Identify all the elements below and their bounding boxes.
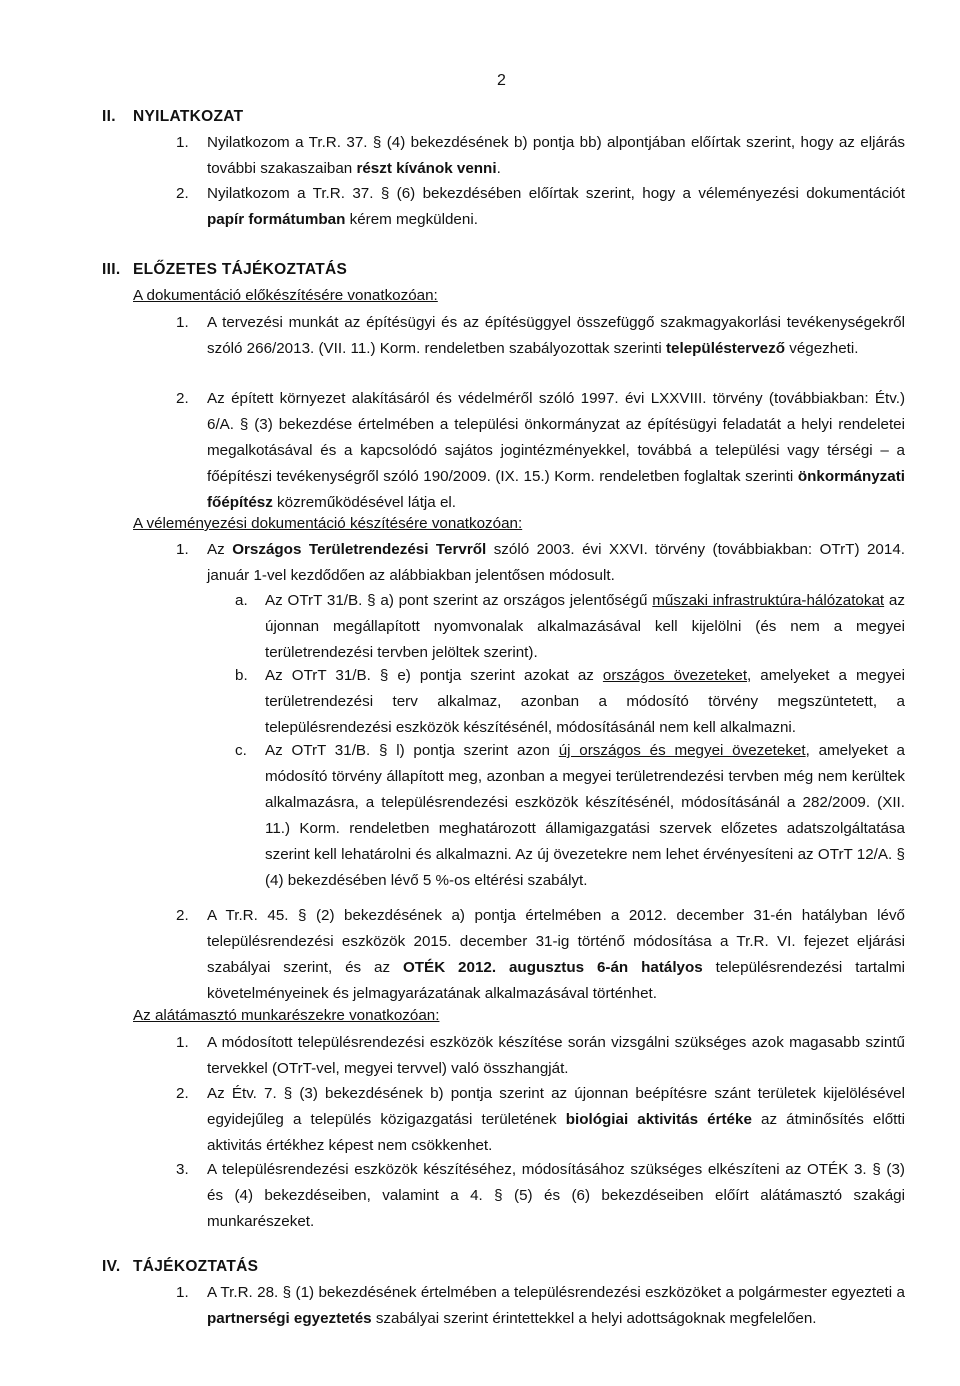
- paragraph: [207, 1081, 905, 1159]
- item-number: 2.: [176, 1085, 189, 1102]
- item-number: 1.: [176, 314, 189, 331]
- paragraph-text: kérem megküldeni.: [345, 211, 478, 228]
- paragraph: [265, 663, 905, 741]
- paragraph-text: Az épített környezet alakításáról és védelméről szóló 1997. évi LXXVIII. törvény (továbbiakban: Étv.) 6/A. § (3) bekezdése értelmében a települési önkormányzat az építésügyi feladatát a helyi rendeletei megalkotásával és a kapcsolódó sajátos jogintézményekkel, továbbá a települési vagy térségi – a főépítészi tevékenységről szóló 190/2009. (IX. 15.) Korm. rendeletben foglaltak szerinti: [207, 390, 905, 485]
- paragraph-text: közreműködésével látja el.: [272, 494, 457, 511]
- paragraph-text: A Tr.R. 28. § (1) bekezdésének értelmében a településrendezési eszközöket a polgármester egyezteti a: [207, 1284, 905, 1301]
- paragraph-text: Nyilatkozom a Tr.R. 37. § (6) bekezdésében előírtak szerint, hogy a véleményezési dokumentációt: [207, 185, 905, 202]
- section-heading: [102, 257, 347, 283]
- paragraph: [265, 738, 905, 894]
- paragraph-text: .: [496, 160, 501, 177]
- paragraph-text: Az OTrT 31/B. § l) pontja szerint azon: [265, 742, 559, 759]
- paragraph-text: településrendezési tartalmi követelményeinek és jelmagyarázatának alkalmazásával történhet.: [207, 959, 905, 1002]
- subheading: A véleményezési dokumentáció készítésére vonatkozóan:: [133, 515, 523, 532]
- paragraph: [207, 1157, 905, 1235]
- bold-text: részt kívánok venni: [356, 160, 497, 177]
- paragraph-text: szóló 2003. évi XXVI. törvény (továbbiakban: OTrT) 2014. január 1-vel kezdődően az alábbiakban jelentősen módosult.: [207, 541, 905, 584]
- paragraph-text: A módosított településrendezési eszközök készítése során vizsgálni szükséges azok magasabb szintű tervekkel (OTrT-vel, megyei tervvel) való összhangját.: [207, 1034, 905, 1077]
- bold-text: partnerségi egyeztetés: [207, 1310, 372, 1327]
- paragraph-text: Nyilatkozom a Tr.R. 37. § (4) bekezdésének b) pontja bb) alpontjában előírtak szerint, hogy az eljárás további szakaszaiban: [207, 134, 905, 177]
- page-number: 2: [497, 72, 506, 89]
- underlined-text: műszaki infrastruktúra-hálózatokat: [652, 592, 885, 609]
- bold-text: biológiai aktivitás értéke: [565, 1111, 752, 1128]
- paragraph-text: A településrendezési eszközök készítéséhez, módosításához szükséges elkészíteni az OTÉK 3. § (3) és (4) bekezdéseiben, valamint a 4. § (5) és (6) bekezdéseiben előírt alátámasztó szakági munkarészeket.: [207, 1161, 905, 1230]
- section-heading: [102, 1254, 258, 1280]
- item-letter: a.: [235, 592, 248, 609]
- section-title: ELŐZETES TÁJÉKOZTATÁS: [133, 261, 348, 278]
- subheading: A dokumentáció előkészítésére vonatkozóan:: [133, 287, 438, 304]
- paragraph-text: végezheti.: [785, 340, 859, 357]
- item-number: 2.: [176, 390, 189, 407]
- paragraph-text: az újonnan megállapított nyomvonalak alkalmazásával kell kijelölni (és nem a megyei területrendezési tervben jelöltek szerint).: [265, 592, 905, 661]
- paragraph: [207, 1030, 905, 1082]
- bold-text: papír formátumban: [207, 211, 346, 228]
- paragraph: [207, 537, 905, 589]
- paragraph: [207, 903, 905, 1007]
- item-number: 1.: [176, 134, 189, 151]
- bold-text: OTÉK 2012. augusztus 6-án hatályos: [402, 959, 703, 976]
- item-number: 2.: [176, 185, 189, 202]
- item-number: 2.: [176, 907, 189, 924]
- paragraph-text: Az Étv. 7. § (3) bekezdésének b) pontja szerint az újonnan beépítésre szánt területek kijelölésével egyidejűleg a település közigazgatási területének: [207, 1085, 905, 1128]
- bold-text: településtervező: [665, 340, 785, 357]
- underlined-text: új országos és megyei övezeteket: [558, 742, 806, 759]
- paragraph: [207, 1280, 905, 1332]
- bold-text: Országos Területrendezési Tervről: [232, 541, 487, 558]
- paragraph-text: A Tr.R. 45. § (2) bekezdésének a) pontja értelmében a 2012. december 31-én hatályban lévő településrendezési eszközök 2015. december 31-ig történő módosítása a Tr.R. VI. fejezet eljárási szabályai szerint, és az: [207, 907, 905, 976]
- paragraph-text: A tervezési munkát az építésügyi és az építésüggyel összefüggő szakmagyakorlási tevékenységekről szóló 266/2013. (VII. 11.) Korm. rendeletben szabályozottak szerinti: [207, 314, 905, 357]
- paragraph-text: szabályai szerint érintettekkel a helyi adottságoknak megfelelően.: [371, 1310, 817, 1327]
- section-number: IV.: [102, 1258, 121, 1275]
- item-number: 3.: [176, 1161, 189, 1178]
- paragraph: [207, 181, 905, 233]
- item-number: 1.: [176, 1284, 189, 1301]
- item-number: 1.: [176, 1034, 189, 1051]
- bold-text: önkormányzati főépítész: [207, 468, 905, 511]
- paragraph-text: , amelyeket a módosító törvény állapított meg, azonban a megyei területrendezési tervben még nem kerültek alkalmazásra, a településrendezési eszközök készítésénél, módosításánál a 282/2009. (XII. 11.) Korm. rendeletben meghatározott államigazgatási szervek előzetes adatszolgáltatása szerint kell lehatárolni és alkalmazni. Az új övezetekre nem lehet érvényesíteni az OTrT 12/A. § (4) bekezdésében lévő 5 %-os eltérési szabályt.: [265, 742, 905, 889]
- section-title: NYILATKOZAT: [133, 108, 244, 125]
- paragraph-text: , amelyeket a megyei területrendezési terv alkalmaz, azonban a módosító törvény megszüntetett, a településrendezési eszközök készítésénél, módosításánál nem kell alkalmazni.: [265, 667, 905, 736]
- paragraph-text: az átminősítés előtti aktivitás értékhez képest nem csökkenhet.: [207, 1111, 905, 1154]
- paragraph-text: Az: [207, 541, 233, 558]
- section-number: II.: [102, 108, 116, 125]
- item-letter: b.: [235, 667, 248, 684]
- underlined-text: országos övezeteket: [602, 667, 748, 684]
- section-title: TÁJÉKOZTATÁS: [133, 1258, 259, 1275]
- section-heading: [102, 104, 243, 130]
- item-letter: c.: [235, 742, 247, 759]
- paragraph: [207, 386, 905, 516]
- paragraph-text: Az OTrT 31/B. § e) pontja szerint azokat az: [265, 667, 603, 684]
- paragraph: [207, 130, 905, 182]
- paragraph-text: Az OTrT 31/B. § a) pont szerint az országos jelentőségű: [265, 592, 653, 609]
- paragraph: [207, 310, 905, 362]
- paragraph: [265, 588, 905, 666]
- subheading: Az alátámasztó munkarészekre vonatkozóan:: [133, 1007, 440, 1024]
- section-number: III.: [102, 261, 121, 278]
- item-number: 1.: [176, 541, 189, 558]
